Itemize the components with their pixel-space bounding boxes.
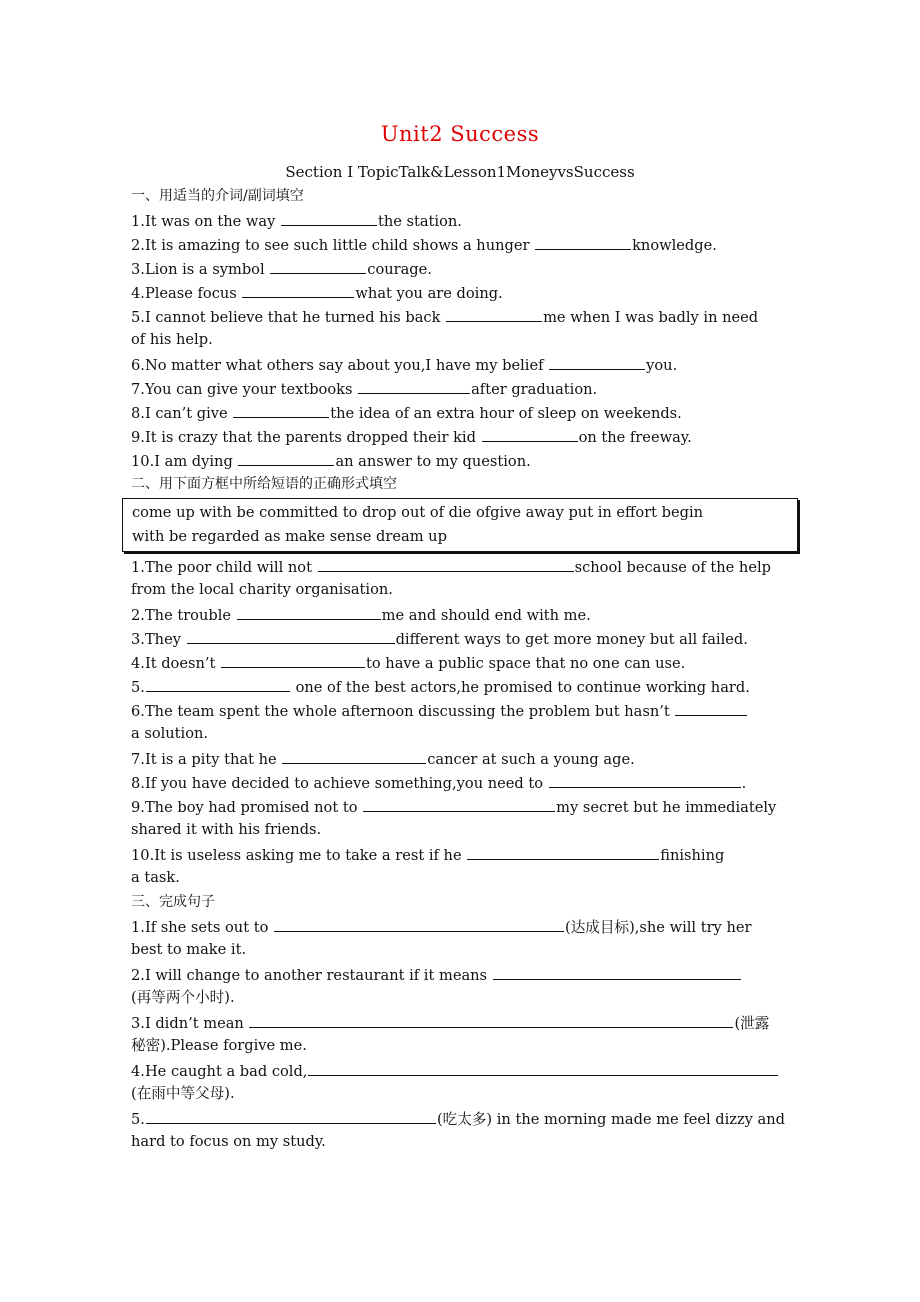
- p1-item-10: 10.I am dying an answer to my question.: [131, 450, 531, 472]
- answer-blank[interactable]: [270, 258, 366, 274]
- p1-item-6: 6.No matter what others say about you,I have my belief you.: [131, 354, 677, 376]
- answer-blank[interactable]: [242, 282, 354, 298]
- p1-item-3: 3.Lion is a symbol courage.: [131, 258, 432, 280]
- p1-item-8: 8.I can’t give the idea of an extra hour of sleep on weekends.: [131, 402, 682, 424]
- answer-blank[interactable]: [318, 556, 574, 572]
- p3-item-3: 3.I didn’t mean (泄露: [131, 1012, 769, 1034]
- p2-item-10-cont: a task.: [131, 869, 180, 886]
- answer-blank[interactable]: [274, 916, 564, 932]
- answer-blank[interactable]: [146, 676, 290, 692]
- answer-blank[interactable]: [446, 306, 542, 322]
- answer-blank[interactable]: [281, 210, 377, 226]
- p2-item-2: 2.The trouble me and should end with me.: [131, 604, 591, 626]
- p2-item-1-cont: from the local charity organisation.: [131, 581, 393, 598]
- answer-blank[interactable]: [237, 604, 381, 620]
- p3-item-2-cont: (再等两个小时).: [131, 989, 235, 1006]
- p2-item-7: 7.It is a pity that he cancer at such a young age.: [131, 748, 635, 770]
- p3-item-5: 5. (吃太多) in the morning made me feel dizzy and: [131, 1108, 785, 1130]
- answer-blank[interactable]: [238, 450, 334, 466]
- p2-item-6: 6.The team spent the whole afternoon discussing the problem but hasn’t: [131, 700, 748, 722]
- p1-item-1: 1.It was on the way the station.: [131, 210, 462, 232]
- answer-blank[interactable]: [535, 234, 631, 250]
- answer-blank[interactable]: [467, 844, 659, 860]
- p2-item-9: 9.The boy had promised not to my secret but he immediately: [131, 796, 776, 818]
- p1-item-2: 2.It is amazing to see such little child shows a hunger knowledge.: [131, 234, 717, 256]
- page-title: Unit2 Success: [380, 122, 540, 146]
- p2-item-10: 10.It is useless asking me to take a rest if he finishing: [131, 844, 724, 866]
- section-subtitle: Section Ⅰ TopicTalk&Lesson1MoneyvsSuccess: [285, 163, 635, 181]
- answer-blank[interactable]: [187, 628, 395, 644]
- p1-item-5-cont: of his help.: [131, 331, 213, 348]
- p1-item-4: 4.Please focus what you are doing.: [131, 282, 503, 304]
- p3-item-3-cont: 秘密).Please forgive me.: [131, 1037, 307, 1054]
- phrase-box-line-1: come up with be committed to drop out of die ofgive away put in effort begin: [132, 504, 704, 521]
- answer-blank[interactable]: [363, 796, 555, 812]
- answer-blank[interactable]: [482, 426, 578, 442]
- phrase-box: [122, 498, 798, 552]
- part2-heading: 二、用下面方框中所给短语的正确形式填空: [131, 476, 397, 492]
- p2-item-9-cont: shared it with his friends.: [131, 821, 322, 838]
- answer-blank[interactable]: [493, 964, 741, 980]
- part1-heading: 一、用适当的介词/副词填空: [131, 188, 304, 204]
- p3-item-4-cont: (在雨中等父母).: [131, 1085, 235, 1102]
- p2-item-3: 3.They different ways to get more money but all failed.: [131, 628, 748, 650]
- answer-blank[interactable]: [146, 1108, 436, 1124]
- answer-blank[interactable]: [308, 1060, 778, 1076]
- p2-item-5: 5. one of the best actors,he promised to continue working hard.: [131, 676, 750, 698]
- p2-item-6-cont: a solution.: [131, 725, 209, 742]
- answer-blank[interactable]: [221, 652, 365, 668]
- answer-blank[interactable]: [675, 700, 747, 716]
- p3-item-4: 4.He caught a bad cold,: [131, 1060, 779, 1082]
- p3-item-1-cont: best to make it.: [131, 941, 247, 958]
- p2-item-1: 1.The poor child will not school because of the help: [131, 556, 771, 578]
- p1-item-5: 5.I cannot believe that he turned his back me when I was badly in need: [131, 306, 758, 328]
- answer-blank[interactable]: [249, 1012, 733, 1028]
- answer-blank[interactable]: [358, 378, 470, 394]
- p2-item-8: 8.If you have decided to achieve something,you need to .: [131, 772, 746, 794]
- p2-item-4: 4.It doesn’t to have a public space that no one can use.: [131, 652, 685, 674]
- answer-blank[interactable]: [549, 354, 645, 370]
- answer-blank[interactable]: [549, 772, 741, 788]
- p3-item-5-cont: hard to focus on my study.: [131, 1133, 326, 1150]
- answer-blank[interactable]: [282, 748, 426, 764]
- phrase-box-line-2: with be regarded as make sense dream up: [132, 528, 447, 545]
- p3-item-1: 1.If she sets out to (达成目标),she will try her: [131, 916, 751, 938]
- p1-item-9: 9.It is crazy that the parents dropped their kid on the freeway.: [131, 426, 692, 448]
- part3-heading: 三、完成句子: [131, 894, 215, 910]
- p3-item-2: 2.I will change to another restaurant if it means: [131, 964, 742, 986]
- answer-blank[interactable]: [233, 402, 329, 418]
- p1-item-7: 7.You can give your textbooks after graduation.: [131, 378, 597, 400]
